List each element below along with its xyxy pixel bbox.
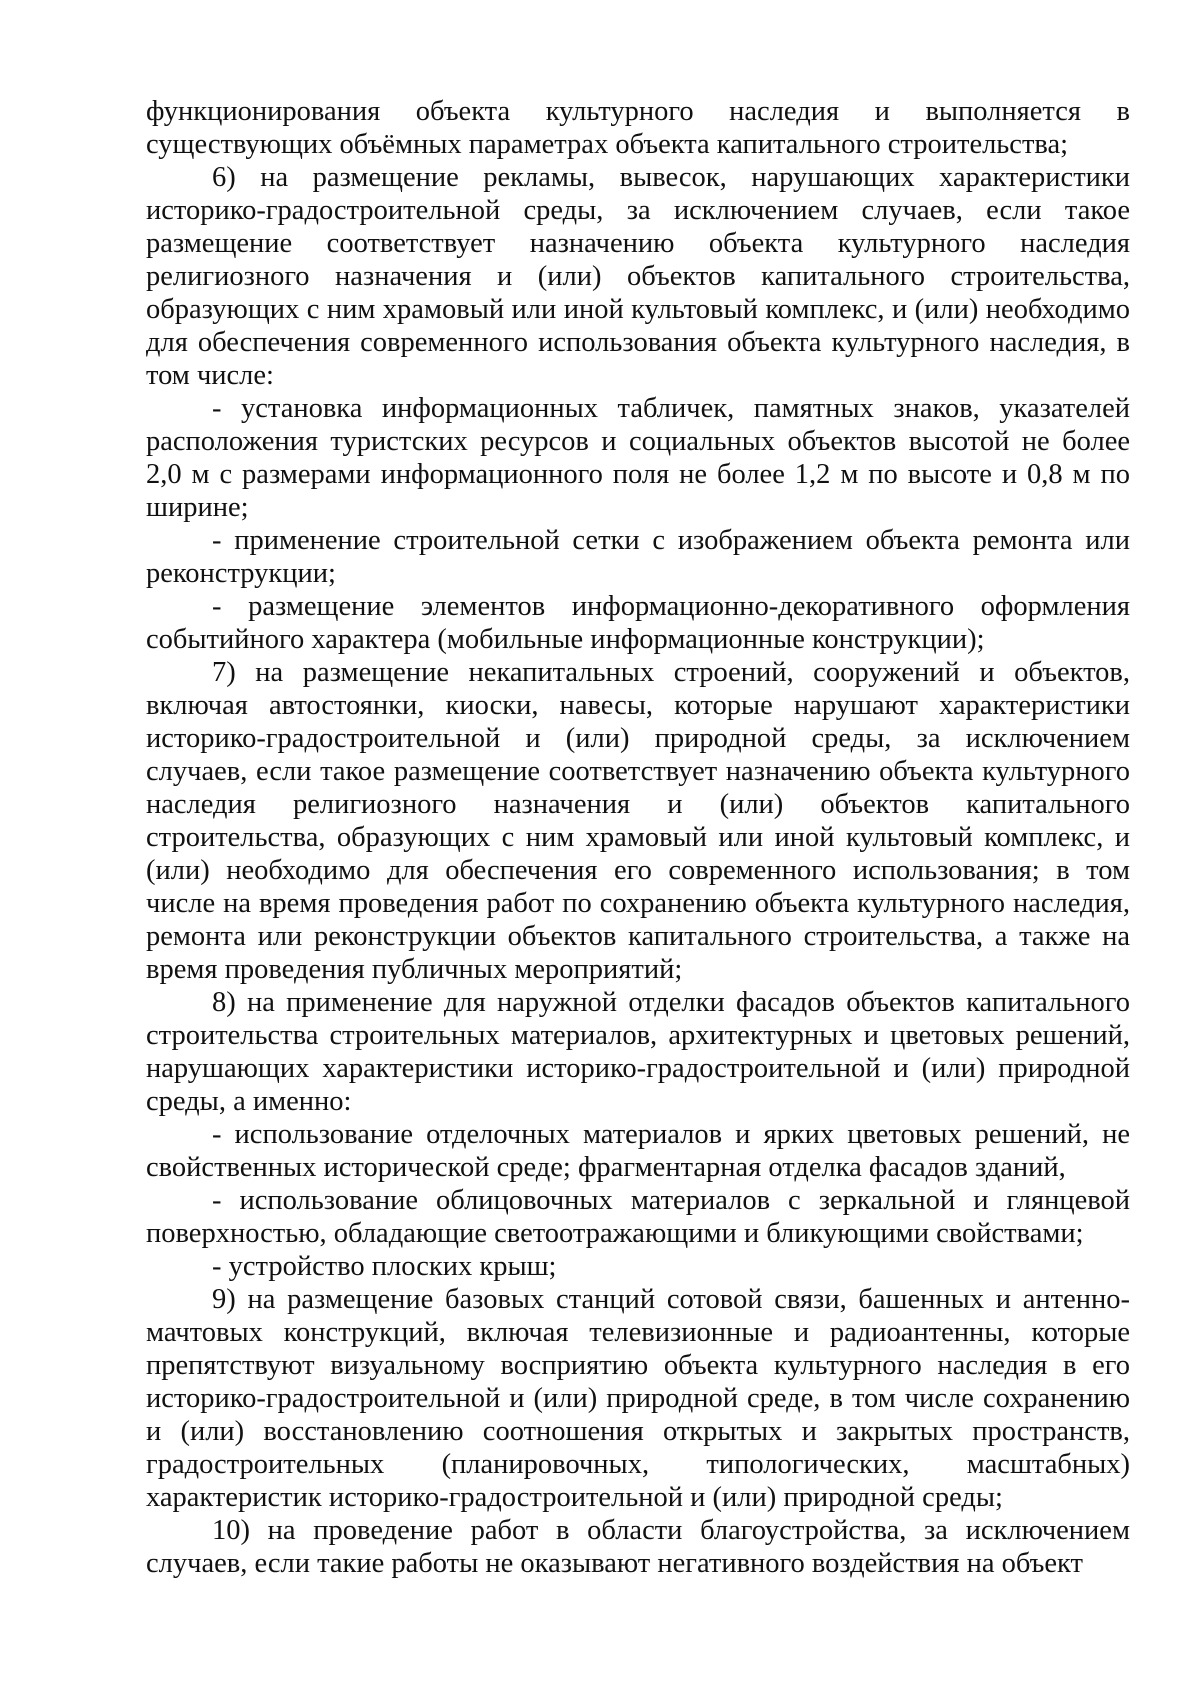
paragraph-item-8: 8) на применение для наружной отделки фасадов объектов капитального строительства строительных материалов, архитектурных и цветовых решений, нарушающих характеристики историко-градостроительной и (или) природной среды, а именно: — [146, 987, 1130, 1117]
paragraph-subitem-flat-roofs: - устройство плоских крыш; — [212, 1251, 557, 1282]
paragraph-item-10: 10) на проведение работ в области благоустройства, за исключением случаев, если такие работы не оказывают негативного воздействия на объект — [146, 1515, 1130, 1579]
paragraph-item-6: 6) на размещение рекламы, вывесок, нарушающих характеристики историко-градостроительной среды, за исключением случаев, если такое размещение соответствует назначению объекта культурного наследия религиозного назначения и (или) объектов капитального строительства, образующих с ним храмовый или иной культовый комплекс, и (или) необходимо для обеспечения современного использования объекта культурного наследия, в том числе: — [146, 162, 1130, 391]
paragraph-subitem-construction-net: - применение строительной сетки с изображением объекта ремонта или реконструкции; — [146, 525, 1130, 589]
document-page — [146, 95, 1130, 1580]
paragraph-subitem-finishing: - использование отделочных материалов и ярких цветовых решений, не свойственных исторической среде; фрагментарная отделка фасадов зданий, — [146, 1119, 1130, 1183]
paragraph-continuation: функционирования объекта культурного наследия и выполняется в существующих объёмных параметрах объекта капитального строительства; — [146, 96, 1130, 160]
paragraph-item-7: 7) на размещение некапитальных строений, сооружений и объектов, включая автостоянки, киоски, навесы, которые нарушают характеристики историко-градостроительной и (или) природной среды, за исключением случаев, если такое размещение соответствует назначению объекта культурного наследия религиозного назначения и (или) объектов капитального строительства, образующих с ним храмовый или иной культовый комплекс, и (или) необходимо для обеспечения его современного использования; в том числе на время проведения работ по сохранению объекта культурного наследия, ремонта или реконструкции объектов капитального строительства, а также на время проведения публичных мероприятий; — [146, 657, 1130, 985]
paragraph-subitem-cladding: - использование облицовочных материалов с зеркальной и глянцевой поверхностью, обладающие светоотражающими и бликующими свойствами; — [146, 1185, 1130, 1249]
paragraph-item-9: 9) на размещение базовых станций сотовой связи, башенных и антенно-мачтовых конструкций, включая телевизионные и радиоантенны, которые препятствуют визуальному восприятию объекта культурного наследия в его историко-градостроительной и (или) природной среде, в том числе сохранению и (или) восстановлению соотношения открытых и закрытых пространств, градостроительных (планировочных, типологических, масштабных) характеристик историко-градостроительной и (или) природной среды; — [146, 1284, 1130, 1513]
paragraph-subitem-decorative: - размещение элементов информационно-декоративного оформления событийного характера (мобильные информационные конструкции); — [146, 591, 1130, 655]
paragraph-subitem-signs: - установка информационных табличек, памятных знаков, указателей расположения туристских ресурсов и социальных объектов высотой не более 2,0 м с размерами информационного поля не более 1,2 м по высоте и 0,8 м по ширине; — [146, 393, 1130, 523]
